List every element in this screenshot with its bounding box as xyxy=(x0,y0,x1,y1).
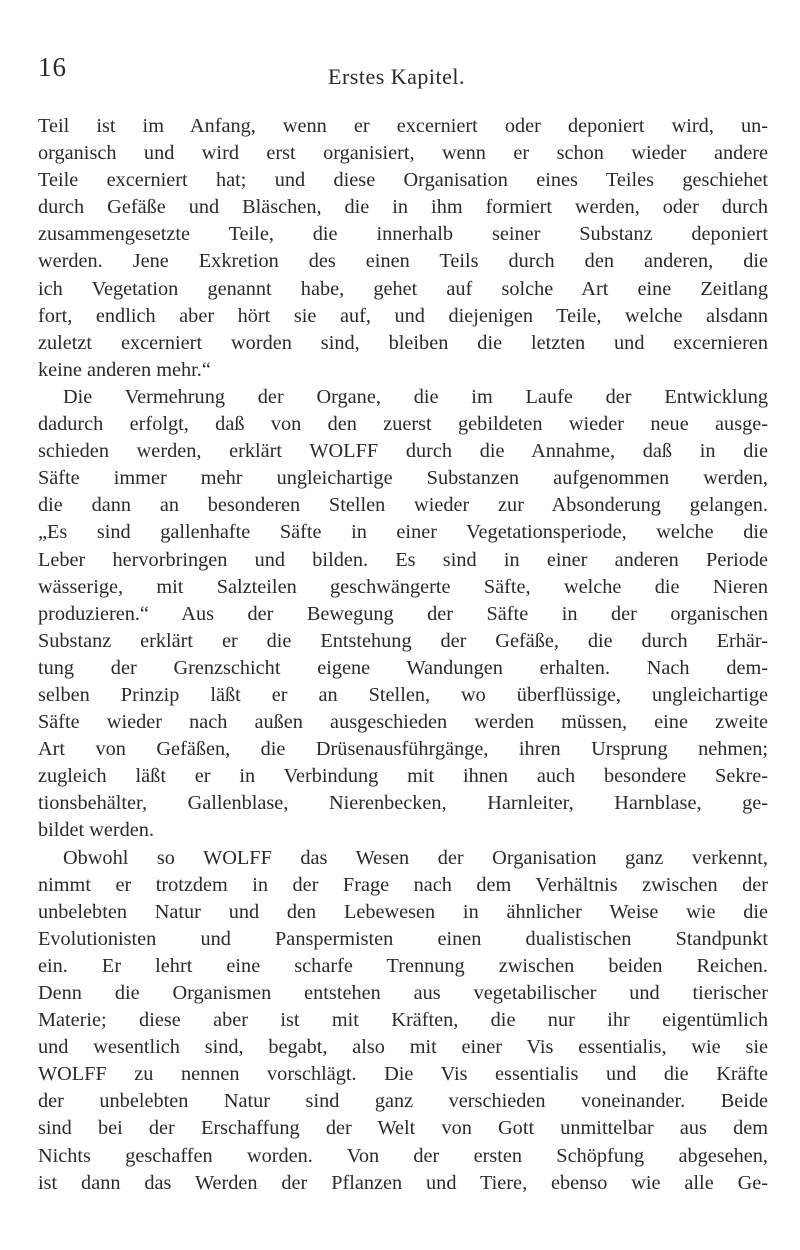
text-line: Obwohl so WOLFF das Wesen der Organisation ganz verkennt, xyxy=(63,846,768,869)
text-line: nimmt er trotzdem in der Frage nach dem Verhältnis zwischen der xyxy=(38,873,768,896)
text-line: dadurch erfolgt, daß von den zuerst gebildeten wieder neue ausge- xyxy=(38,413,768,436)
text-line: Säfte immer mehr ungleichartige Substanzen aufgenommen werden, xyxy=(38,467,768,490)
text-line: Die Vermehrung der Organe, die im Laufe der Entwicklung xyxy=(63,385,768,408)
text-line: Säfte wieder nach außen ausgeschieden werden müssen, eine zweite xyxy=(38,711,768,734)
text-line: werden. Jene Exkretion des einen Teils durch den anderen, die xyxy=(38,250,768,273)
text-line: Denn die Organismen entstehen aus vegetabilischer und tierischer xyxy=(38,982,768,1004)
text-line: ich Vegetation genannt habe, gehet auf solche Art eine Zeitlang xyxy=(38,277,768,300)
text-line: bildet werden. xyxy=(38,819,155,842)
text-line: wässerige, mit Salzteilen geschwängerte Säfte, welche die Nieren xyxy=(38,575,768,598)
text-line: unbelebten Natur und den Lebewesen in ähnlicher Weise wie die xyxy=(38,900,768,923)
text-line: Leber hervorbringen und bilden. Es sind in einer anderen Periode xyxy=(38,548,768,571)
text-line: fort, endlich aber hört sie auf, und diejenigen Teile, welche alsdann xyxy=(38,304,768,327)
text-line: Teil ist im Anfang, wenn er excerniert oder deponiert wird, un- xyxy=(38,115,768,137)
text-line: ein. Er lehrt eine scharfe Trennung zwischen beiden Reichen. xyxy=(38,954,768,977)
text-line: keine anderen mehr.“ xyxy=(38,358,211,381)
body-text xyxy=(38,113,768,1197)
text-line: ist dann das Werden der Pflanzen und Tiere, ebenso wie alle Ge- xyxy=(38,1171,768,1194)
text-line: der unbelebten Natur sind ganz verschieden voneinander. Beide xyxy=(38,1090,768,1113)
text-line: Evolutionisten und Panspermisten einen dualistischen Standpunkt xyxy=(38,927,768,950)
text-line: tung der Grenzschicht eigene Wandungen erhalten. Nach dem- xyxy=(38,656,768,679)
text-line: durch Gefäße und Bläschen, die in ihm formiert werden, oder durch xyxy=(38,196,768,219)
text-line: sind bei der Erschaffung der Welt von Gott unmittelbar aus dem xyxy=(38,1117,768,1140)
text-line: Materie; diese aber ist mit Kräften, die nur ihr eigentümlich xyxy=(38,1009,768,1032)
text-line: Art von Gefäßen, die Drüsenausführgänge, ihren Ursprung nehmen; xyxy=(38,738,768,761)
text-line: zugleich läßt er in Verbindung mit ihnen auch besondere Sekre- xyxy=(38,765,768,788)
text-line: und wesentlich sind, begabt, also mit einer Vis essentialis, wie sie xyxy=(38,1036,768,1059)
text-line: Nichts geschaffen worden. Von der ersten Schöpfung abgesehen, xyxy=(38,1144,768,1167)
text-line: WOLFF zu nennen vorschlägt. Die Vis essentialis und die Kräfte xyxy=(38,1063,768,1086)
text-line: zuletzt excerniert worden sind, bleiben die letzten und excernieren xyxy=(38,331,768,354)
page-number: 16 xyxy=(38,52,67,82)
text-line: tionsbehälter, Gallenblase, Nierenbecken, Harnleiter, Harnblase, ge- xyxy=(38,792,768,815)
text-line: die dann an besonderen Stellen wieder zur Absonderung gelangen. xyxy=(38,494,768,517)
text-line: organisch und wird erst organisiert, wenn er schon wieder andere xyxy=(38,142,768,165)
text-line: Teile excerniert hat; und diese Organisation eines Teiles geschiehet xyxy=(38,169,768,192)
text-line: selben Prinzip läßt er an Stellen, wo überflüssige, ungleichartige xyxy=(38,683,768,706)
text-line: zusammengesetzte Teile, die innerhalb seiner Substanz deponiert xyxy=(38,223,768,246)
running-title: Erstes Kapitel. xyxy=(328,64,466,89)
text-line: „Es sind gallenhafte Säfte in einer Vegetationsperiode, welche die xyxy=(38,521,768,544)
text-line: schieden werden, erklärt WOLFF durch die Annahme, daß in die xyxy=(38,440,768,463)
text-line: Substanz erklärt er die Entstehung der Gefäße, die durch Erhär- xyxy=(38,629,768,652)
text-line: produzieren.“ Aus der Bewegung der Säfte in der organischen xyxy=(38,602,768,625)
